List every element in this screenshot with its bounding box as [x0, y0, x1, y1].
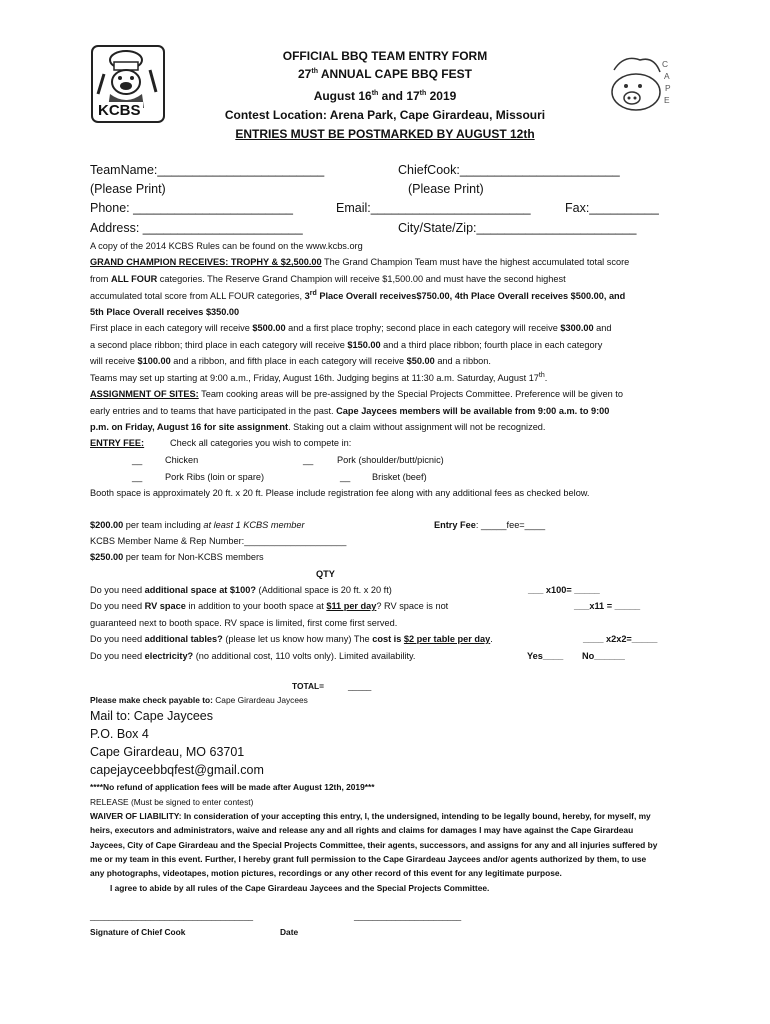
brisket-checkbox[interactable]: __: [340, 472, 351, 482]
chicken-checkbox[interactable]: __: [132, 455, 143, 465]
assignment-of-sites-2: early entries and to teams that have participated in the past. Cape Jaycees members will be available from 9:00 a.m. to 9:00: [90, 406, 610, 416]
category-prizes-1: First place in each category will receive $500.00 and a first place trophy; second place in each category will receive $300.00 and: [90, 323, 612, 333]
cape-letter-p: P: [665, 83, 671, 93]
contest-location: Contest Location: Arena Park, Cape Girardeau, Missouri: [224, 108, 546, 122]
waiver-line-2: heirs, executors and administrators, waive and release any and all rights and claims for damages I may have against the Cape Girardeau: [90, 825, 634, 835]
assignment-of-sites-3: p.m. on Friday, August 16 for site assignment. Staking out a claim without assignment will not be recognized.: [90, 422, 546, 432]
additional-space-question: Do you need additional space at $100? (Additional space is 20 ft. x 20 ft): [90, 585, 392, 595]
cape-bbq-logo: [600, 50, 676, 116]
address-field[interactable]: Address: _______________________: [90, 221, 303, 235]
assignment-of-sites-1: ASSIGNMENT OF SITES: Team cooking areas will be pre-assigned by the Special Projects Committee. Preference will be given to: [90, 389, 623, 399]
chicken-label: Chicken: [165, 455, 199, 465]
pork-label: Pork (shoulder/butt/picnic): [337, 455, 444, 465]
fax-field[interactable]: Fax:__________: [565, 201, 659, 215]
contact-email[interactable]: capejayceebbqfest@gmail.com: [90, 763, 264, 777]
refund-policy: ****No refund of application fees will be made after August 12th, 2019***: [90, 782, 375, 792]
rv-space-qty[interactable]: ___x11 = _____: [574, 601, 641, 611]
tables-qty[interactable]: ____ x2x2=_____: [583, 634, 658, 644]
postmark-deadline: ENTRIES MUST BE POSTMARKED BY AUGUST 12th: [235, 127, 535, 141]
additional-space-qty[interactable]: ___ x100= _____: [528, 585, 600, 595]
pork-checkbox[interactable]: __: [303, 455, 314, 465]
overall-places-line: accumulated total score from ALL FOUR categories, 3rd Place Overall receives$750.00, 4th Place Overall receives $500.00, and: [90, 289, 626, 301]
event-dates: August 16th and 17th 2019: [313, 89, 457, 103]
qty-heading: QTY: [316, 569, 335, 579]
waiver-line-5: any photographs, videotapes, motion pictures, recordings or any other record of this event for any legitimate purpose.: [90, 868, 562, 878]
non-member-fee-line: $250.00 per team for Non-KCBS members: [90, 552, 264, 562]
city-state-zip-field[interactable]: City/State/Zip:_______________________: [398, 221, 637, 235]
total-field[interactable]: _____: [348, 681, 372, 691]
chief-cook-field[interactable]: ChiefCook:_______________________: [398, 163, 620, 177]
kcbs-logo-text: KCBS: [98, 102, 141, 119]
electricity-no[interactable]: No______: [582, 651, 625, 661]
please-print-team: (Please Print): [90, 182, 166, 196]
waiver-line-4: me or my team in this event. Further, I hereby grant full permission to the Cape Girardeau Jaycees and/or agents authorized by them, to use: [90, 854, 647, 864]
rules-copy-note: A copy of the 2014 KCBS Rules can be found on the www.kcbs.org: [90, 241, 363, 251]
kcbs-logo: [90, 44, 166, 124]
waiver-line-6: I agree to abide by all rules of the Cape Girardeau Jaycees and the Special Projects Committee.: [110, 883, 490, 893]
mail-to: Mail to: Cape Jaycees: [90, 709, 213, 723]
fifth-place-line: 5th Place Overall receives $350.00: [90, 307, 240, 317]
ribs-label: Pork Ribs (loin or spare): [165, 472, 265, 482]
team-name-field[interactable]: TeamName:________________________: [90, 163, 325, 177]
signature-label: Signature of Chief Cook: [90, 927, 186, 937]
kcbs-rep-field[interactable]: KCBS Member Name & Rep Number:____________________: [90, 536, 347, 546]
release-title: RELEASE (Must be signed to enter contest): [90, 797, 254, 807]
reserve-champion-line: from ALL FOUR categories. The Reserve Grand Champion will receive $1,500.00 and must have the second highest: [90, 274, 566, 284]
waiver-line-1: WAIVER OF LIABILITY: In consideration of your accepting this entry, I, the undersigned, intending to be legally bound, hereby, for myself, my: [90, 811, 651, 821]
brisket-label: Brisket (beef): [372, 472, 427, 482]
form-title: OFFICIAL BBQ TEAM ENTRY FORM: [282, 49, 488, 63]
entry-fee-field[interactable]: Entry Fee: _____fee=____: [434, 520, 546, 530]
cape-letter-c: C: [662, 59, 669, 69]
member-fee-line: $200.00 per team including at least 1 KCBS member: [90, 520, 305, 530]
electricity-yes[interactable]: Yes____: [527, 651, 564, 661]
cape-letter-e: E: [664, 95, 670, 105]
po-box: P.O. Box 4: [90, 727, 149, 741]
email-field[interactable]: Email:_______________________: [336, 201, 531, 215]
please-print-cook: (Please Print): [408, 182, 484, 196]
electricity-question: Do you need electricity? (no additional cost, 110 volts only). Limited availability.: [90, 651, 416, 661]
total-label: TOTAL=: [292, 681, 325, 691]
entry-fee-label: ENTRY FEE:: [90, 438, 145, 448]
category-prizes-3: will receive $100.00 and a ribbon, and fifth place in each category will receive $50.00 and a ribbon.: [90, 356, 491, 366]
tables-question: Do you need additional tables? (please let us know how many) The cost is $2 per table per day.: [90, 634, 493, 644]
phone-field[interactable]: Phone: _______________________: [90, 201, 293, 215]
entry-fee-instruction: Check all categories you wish to compete in:: [170, 438, 352, 448]
booth-space-note: Booth space is approximately 20 ft. x 20 ft. Please include registration fee along with any additional fees as checked below.: [90, 488, 590, 498]
rv-space-question: Do you need RV space in addition to your booth space at $11 per day? RV space is not: [90, 601, 449, 611]
ribs-checkbox[interactable]: __: [132, 472, 143, 482]
grand-champion-line: GRAND CHAMPION RECEIVES: TROPHY & $2,500.00 The Grand Champion Team must have the highest accumulated total score: [90, 257, 630, 267]
annual-fest-title: 27th ANNUAL CAPE BBQ FEST: [298, 67, 472, 81]
cape-letter-a: A: [664, 71, 670, 81]
category-prizes-2: a second place ribbon; third place in each category will receive $150.00 and a third place ribbon; fourth place in each category: [90, 340, 603, 350]
date-label: Date: [280, 927, 299, 937]
check-payable-line: Please make check payable to: Cape Girardeau Jaycees: [90, 695, 308, 705]
date-line[interactable]: _______________________: [354, 911, 462, 921]
setup-judging-times: Teams may set up starting at 9:00 a.m., Friday, August 16th. Judging begins at 11:30 a.m. Saturday, August 17th.: [90, 371, 548, 383]
waiver-line-3: Jaycees, City of Cape Girardeau and the Special Projects Committee, their agents, successors, and assigns for any and all injuries suffered by: [90, 840, 658, 850]
signature-line[interactable]: ___________________________________: [90, 911, 254, 921]
mail-city: Cape Girardeau, MO 63701: [90, 745, 245, 759]
rv-space-note: guaranteed next to booth space. RV space is limited, first come first served.: [90, 618, 398, 628]
